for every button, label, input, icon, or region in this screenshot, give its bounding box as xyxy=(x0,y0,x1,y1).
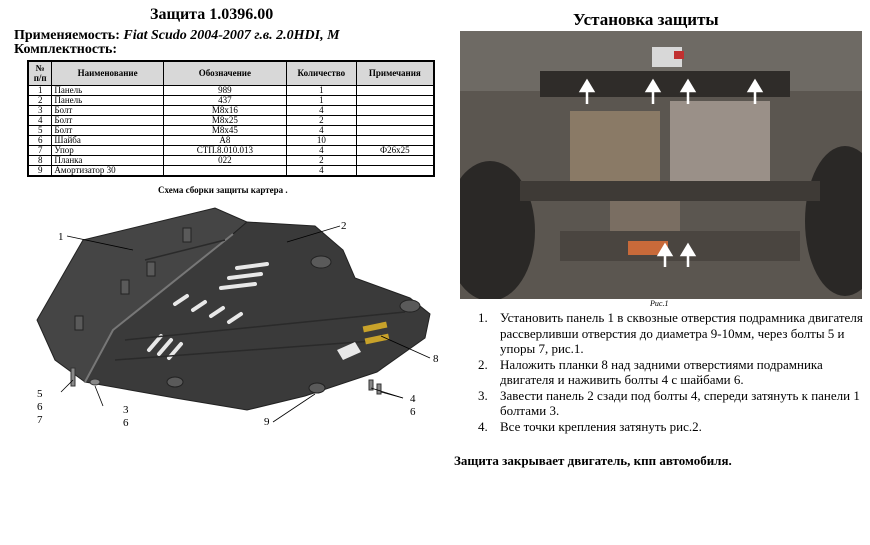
table-row xyxy=(28,135,434,145)
cell-quantity: 4 xyxy=(286,145,356,155)
callout-5: 5 xyxy=(37,388,43,400)
cell-designation: 437 xyxy=(163,95,286,105)
cell-number: 1 xyxy=(28,85,52,95)
cell-notes: Ф26x25 xyxy=(356,145,434,155)
cell-notes xyxy=(356,85,434,95)
callout-9: 9 xyxy=(264,416,270,428)
cell-quantity: 4 xyxy=(286,125,356,135)
step-text: Установить панель 1 в сквозные отверстия подрамника двигателя рассверливши отверстия до диаметра 9-10мм, через болты 5 и упоры 7, рис.1. xyxy=(500,310,863,356)
cell-quantity: 10 xyxy=(286,135,356,145)
install-title: Установка защиты xyxy=(573,10,719,29)
callout-1: 1 xyxy=(58,231,64,243)
assembly-diagram xyxy=(25,200,445,440)
table-row xyxy=(28,145,434,155)
cell-designation xyxy=(163,165,286,176)
cell-designation: A8 xyxy=(163,135,286,145)
callout-2: 2 xyxy=(341,220,347,232)
cell-name: Амортизатор 30 xyxy=(52,165,163,176)
table-row xyxy=(28,115,434,125)
cell-quantity: 2 xyxy=(286,155,356,165)
cell-name: Шайба xyxy=(52,135,163,145)
table-row xyxy=(28,125,434,135)
cell-notes xyxy=(356,125,434,135)
cell-name: Панель xyxy=(52,85,163,95)
callout-3: 3 xyxy=(123,404,129,416)
table-row xyxy=(28,105,434,115)
table-row xyxy=(28,165,434,176)
installation-steps xyxy=(478,310,870,434)
cell-designation: M8x25 xyxy=(163,115,286,125)
list-item: 1. Установить панель 1 в сквозные отверстия подрамника двигателя рассверливши отверстия до диаметра 9-10мм, через болты 5 и упоры 7, рис.1. xyxy=(478,310,870,357)
col-header-quantity: Количество xyxy=(286,61,356,85)
cell-number: 9 xyxy=(28,165,52,176)
cell-quantity: 2 xyxy=(286,115,356,125)
callout-7: 7 xyxy=(37,414,43,426)
parts-table-header xyxy=(28,61,434,85)
cell-notes xyxy=(356,165,434,176)
list-item: 3. Завести панель 2 сзади под болты 4, спереди затянуть к панели 1 болтами 3. xyxy=(478,388,870,419)
col-header-designation: Обозначение xyxy=(163,61,286,85)
cell-name: Планка xyxy=(52,155,163,165)
cell-name: Болт xyxy=(52,105,163,115)
assembly-diagram-caption: Схема сборки защиты картера . xyxy=(158,185,288,195)
cell-number: 7 xyxy=(28,145,52,155)
cell-designation: 022 xyxy=(163,155,286,165)
coverage-note: Защита закрывает двигатель, кпп автомобиля. xyxy=(454,453,732,468)
table-row xyxy=(28,85,434,95)
col-header-notes: Примечания xyxy=(356,61,434,85)
cell-designation: 989 xyxy=(163,85,286,95)
list-item: 4. Все точки крепления затянуть рис.2. xyxy=(478,418,702,434)
table-row xyxy=(28,155,434,165)
list-item: 2. Наложить планки 8 над задними отверстиями подрамника двигателя и наживить болты 4 с шайбами 6. xyxy=(478,357,870,388)
cell-notes xyxy=(356,115,434,125)
cell-quantity: 1 xyxy=(286,85,356,95)
callout-6-bolt3: 6 xyxy=(123,417,129,429)
step-text: Все точки крепления затянуть рис.2. xyxy=(500,418,702,434)
kit-label: Комплектность: xyxy=(14,42,118,57)
cell-notes xyxy=(356,135,434,145)
cell-number: 5 xyxy=(28,125,52,135)
callout-6-bolt4: 6 xyxy=(410,406,416,418)
cell-number: 3 xyxy=(28,105,52,115)
cell-name: Панель xyxy=(52,95,163,105)
cell-designation: M8x45 xyxy=(163,125,286,135)
cell-name: Болт xyxy=(52,115,163,125)
callout-8: 8 xyxy=(433,353,439,365)
cell-notes xyxy=(356,95,434,105)
cell-name: Болт xyxy=(52,125,163,135)
col-header-name: Наименование xyxy=(52,61,163,85)
cell-name: Упор xyxy=(52,145,163,155)
col-header-number: № п/п xyxy=(28,61,52,85)
cell-quantity: 1 xyxy=(286,95,356,105)
cell-designation: M8x16 xyxy=(163,105,286,115)
figure-caption: Рис.1 xyxy=(650,299,669,308)
applicability-value: Fiat Scudo 2004-2007 г.в. 2.0HDI, M xyxy=(123,28,340,43)
cell-quantity: 4 xyxy=(286,105,356,115)
cell-designation: СТП.8.010.013 xyxy=(163,145,286,155)
underbody-photo-illustration xyxy=(460,31,862,299)
step-text: Завести панель 2 сзади под болты 4, спереди затянуть к панели 1 болтами 3. xyxy=(500,387,860,418)
installation-photo xyxy=(460,31,862,299)
skid-plate-drawing xyxy=(25,200,445,440)
cell-notes xyxy=(356,105,434,115)
step-text: Наложить планки 8 над задними отверстиями подрамника двигателя и наживить болты 4 с шайбами 6. xyxy=(500,356,823,387)
callout-4: 4 xyxy=(410,393,416,405)
cell-quantity: 4 xyxy=(286,165,356,176)
applicability-label: Применяемость: xyxy=(14,28,120,43)
cell-number: 8 xyxy=(28,155,52,165)
cell-number: 6 xyxy=(28,135,52,145)
document-title: Защита 1.0396.00 xyxy=(150,6,274,23)
cell-number: 4 xyxy=(28,115,52,125)
callout-6-bolt5: 6 xyxy=(37,401,43,413)
cell-notes xyxy=(356,155,434,165)
parts-table xyxy=(27,60,435,177)
cell-number: 2 xyxy=(28,95,52,105)
table-row xyxy=(28,95,434,105)
